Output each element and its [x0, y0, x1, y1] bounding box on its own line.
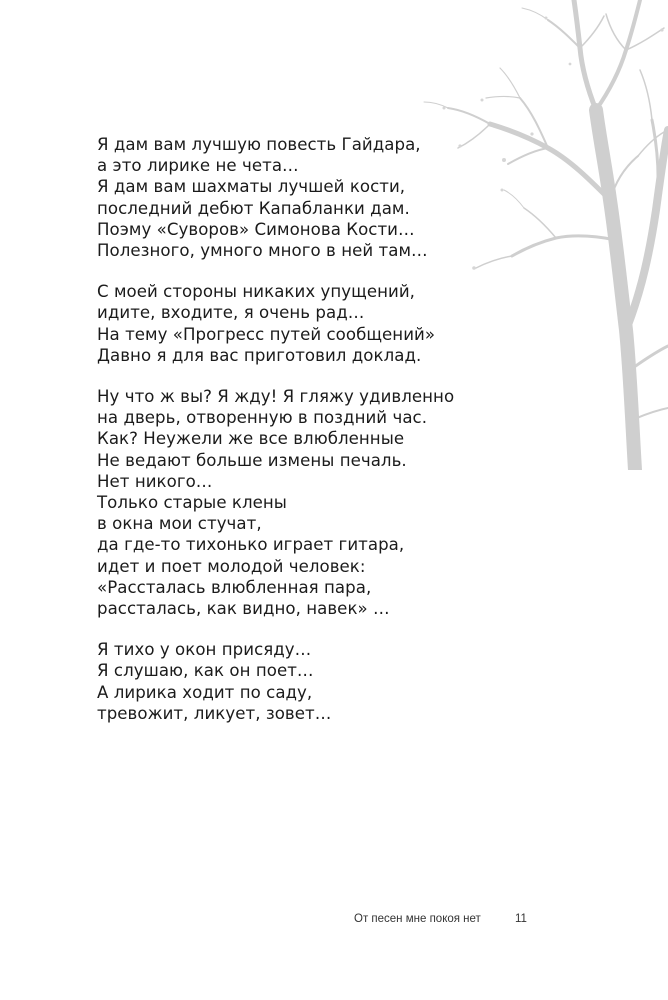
- page-footer: [0, 910, 668, 930]
- stanza-3: [97, 386, 617, 619]
- page-number: 11: [515, 913, 527, 925]
- stanza-2: [97, 281, 617, 366]
- poem-line: на дверь, отворенную в поздний час.: [97, 408, 428, 428]
- poem-line: Я тихо у окон присяду…: [97, 640, 312, 660]
- poem-line: На тему «Прогресс путей сообщений»: [97, 324, 436, 344]
- poem-line: идет и поет молодой человек:: [97, 556, 366, 576]
- stanza-4: [97, 639, 617, 724]
- poem-line: Как? Неужели же все влюбленные: [97, 429, 405, 449]
- poem-line: Полезного, умного много в ней там…: [97, 241, 428, 261]
- poem-line: Ну что ж вы? Я жду! Я гляжу удивленно: [97, 387, 455, 407]
- stanza-1: [97, 134, 617, 261]
- running-title: От песен мне покоя нет: [354, 913, 481, 925]
- poem-line: «Рассталась влюбленная пара,: [97, 577, 372, 597]
- poem-line: Давно я для вас приготовил доклад.: [97, 345, 422, 365]
- poem-line: последний дебют Капабланки дам.: [97, 198, 410, 218]
- poem-line: да где-то тихонько играет гитара,: [97, 535, 405, 555]
- poem: [97, 134, 617, 744]
- poem-line: С моей стороны никаких упущений,: [97, 282, 415, 302]
- poem-line: идите, входите, я очень рад…: [97, 303, 365, 323]
- poem-line: в окна мои стучат,: [97, 514, 262, 534]
- poem-line: а это лирике не чета…: [97, 156, 299, 176]
- poem-line: Я дам вам шахматы лучшей кости,: [97, 177, 406, 197]
- poem-line: Нет никого…: [97, 471, 213, 491]
- poem-line: Я дам вам лучшую повесть Гайдара,: [97, 135, 421, 154]
- poem-line: тревожит, ликует, зовет…: [97, 703, 332, 723]
- poem-line: Поэму «Суворов» Симонова Кости…: [97, 219, 415, 239]
- poem-line: Не ведают больше измены печаль.: [97, 450, 407, 470]
- poem-line: рассталась, как видно, навек» …: [97, 599, 390, 619]
- poem-line: Я слушаю, как он поет…: [97, 661, 314, 681]
- poem-line: Только старые клены: [97, 493, 287, 513]
- poem-line: А лирика ходит по саду,: [97, 682, 313, 702]
